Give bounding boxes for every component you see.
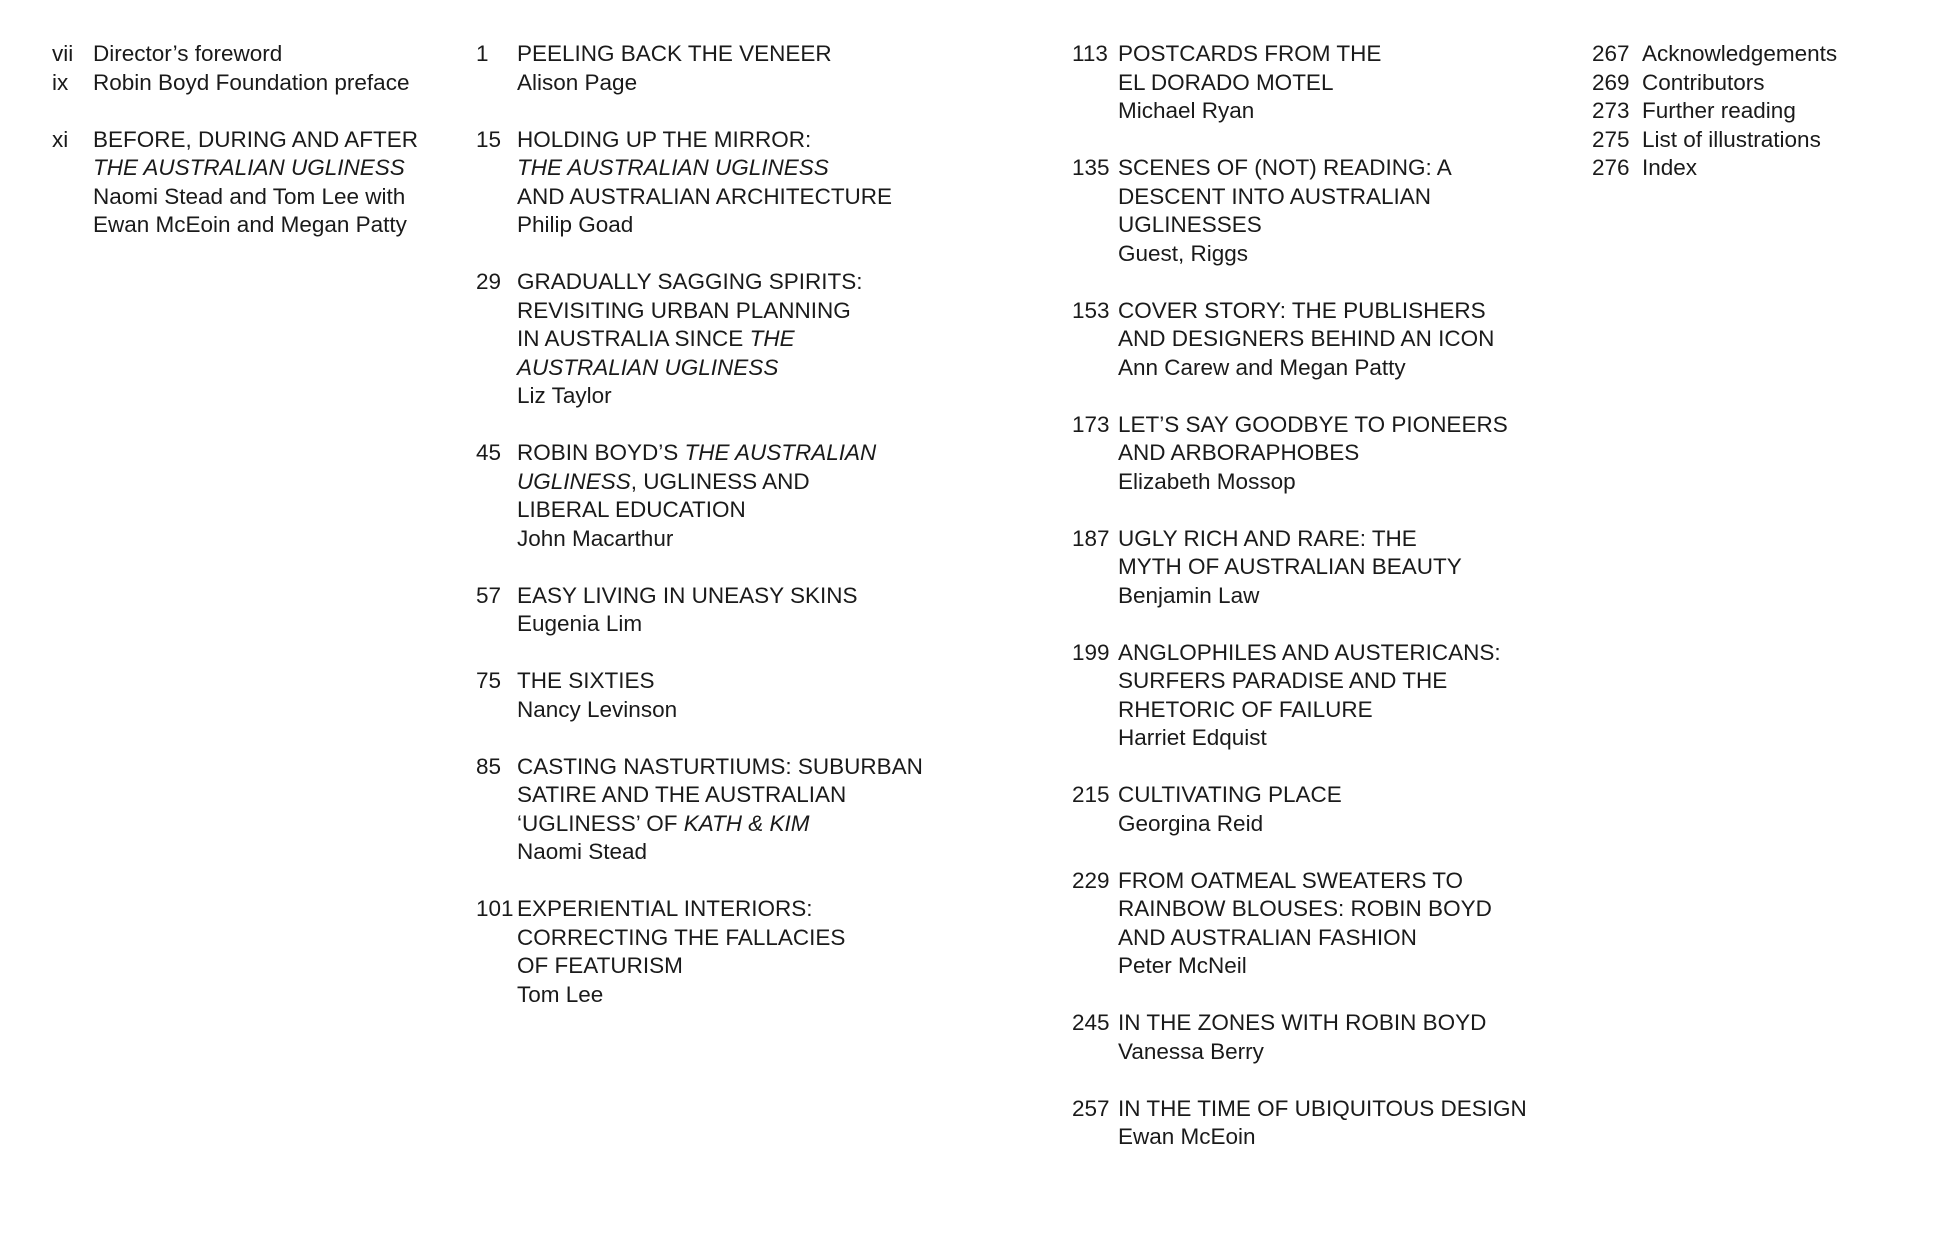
entry-author: Peter McNeil: [1118, 953, 1247, 978]
entry-title-line: CORRECTING THE FALLACIES: [517, 924, 846, 950]
entry-author: Harriet Edquist: [1118, 725, 1267, 750]
toc-entry[interactable]: [1072, 297, 1572, 383]
toc-entry[interactable]: [1072, 639, 1572, 753]
toc-column-back-matter: [1592, 40, 1932, 183]
entry-title-line: RHETORIC OF FAILURE: [1118, 696, 1373, 722]
toc-entry[interactable]: [476, 667, 1036, 724]
entry-title-line: ANGLOPHILES AND AUSTERICANS:: [1118, 639, 1501, 665]
entry-title-line: GRADUALLY SAGGING SPIRITS:: [517, 269, 863, 294]
entry-title-line: AUSTRALIAN UGLINESS: [517, 354, 779, 380]
entry-title-line: CULTIVATING PLACE: [1118, 782, 1342, 807]
toc-column-essays-2: [1072, 40, 1572, 1152]
page-number: 57: [476, 582, 502, 608]
toc-entry[interactable]: [1072, 411, 1572, 497]
page-number: 29: [476, 269, 502, 294]
entry-title-line: MYTH OF AUSTRALIAN BEAUTY: [1118, 554, 1462, 579]
toc-entry[interactable]: [476, 439, 1036, 553]
entry-title-line: EXPERIENTIAL INTERIORS:: [517, 896, 813, 921]
entry-author: Ewan McEoin: [1118, 1124, 1256, 1149]
entry-author: Tom Lee: [517, 981, 604, 1007]
toc-entry[interactable]: [1592, 69, 1932, 98]
entry-title-line: IN THE TIME OF UBIQUITOUS DESIGN: [1118, 1095, 1527, 1121]
toc-entry[interactable]: [1072, 781, 1572, 838]
entry-title-line: AND DESIGNERS BEHIND AN ICON: [1118, 326, 1495, 351]
title-segment: , UGLINESS AND: [630, 468, 810, 494]
page-number: 269: [1592, 69, 1630, 95]
entry-title-line: SURFERS PARADISE AND THE: [1118, 668, 1448, 693]
toc-entry[interactable]: [1072, 525, 1572, 611]
toc-entry[interactable]: [52, 40, 452, 69]
page-number: xi: [52, 126, 69, 152]
page-number: 101: [476, 896, 514, 921]
entry-title-line: [517, 325, 1036, 354]
entry-title-line: AND ARBORAPHOBES: [1118, 440, 1360, 465]
entry-title-line: THE SIXTIES: [517, 668, 655, 693]
entry-title: Director’s foreword: [93, 41, 283, 66]
entry-title-line: COVER STORY: THE PUBLISHERS: [1118, 297, 1486, 323]
entry-author: Nancy Levinson: [517, 696, 678, 722]
entry-title-line: DESCENT INTO AUSTRALIAN: [1118, 183, 1431, 209]
entry-author: Liz Taylor: [517, 383, 612, 408]
page-number: 113: [1072, 41, 1108, 66]
entry-title: Acknowledgements: [1642, 41, 1838, 66]
entry-title-line: POSTCARDS FROM THE: [1118, 41, 1382, 66]
toc-entry[interactable]: [1592, 126, 1932, 155]
entry-title-line: REVISITING URBAN PLANNING: [517, 297, 851, 323]
page-number: 1: [476, 41, 489, 66]
toc-column-essays-1: [476, 40, 1036, 1009]
entry-title-line: BEFORE, DURING AND AFTER: [93, 126, 419, 152]
toc-entry[interactable]: [1592, 40, 1932, 69]
page-number: 45: [476, 440, 502, 465]
title-segment: IN AUSTRALIA SINCE: [517, 326, 750, 351]
page-number: 229: [1072, 867, 1110, 893]
title-segment-italic: UGLINESS: [517, 468, 631, 494]
entry-title-line: IN THE ZONES WITH ROBIN BOYD: [1118, 1010, 1487, 1035]
entry-title-line: [517, 810, 1036, 839]
entry-title-line: [517, 468, 1036, 497]
toc-entry[interactable]: [476, 582, 1036, 639]
entry-title-line: EASY LIVING IN UNEASY SKINS: [517, 582, 858, 608]
title-segment-italic: KATH & KIM: [683, 810, 810, 836]
entry-title-line: HOLDING UP THE MIRROR:: [517, 126, 812, 152]
entry-title-line: FROM OATMEAL SWEATERS TO: [1118, 867, 1464, 893]
entry-title: List of illustrations: [1642, 126, 1821, 152]
toc-entry[interactable]: [1072, 867, 1572, 981]
title-segment: ROBIN BOYD’S: [517, 440, 685, 465]
toc-entry[interactable]: [1592, 154, 1932, 183]
title-segment: ‘UGLINESS’ OF: [517, 810, 684, 836]
entry-title-line: THE AUSTRALIAN UGLINESS: [517, 155, 829, 180]
entry-title: Further reading: [1642, 98, 1796, 123]
entry-title-line: UGLY RICH AND RARE: THE: [1118, 525, 1417, 551]
page-number: 15: [476, 126, 502, 152]
toc-column-front-matter: [52, 40, 452, 240]
entry-title-line: PEELING BACK THE VENEER: [517, 41, 832, 66]
entry-title: Index: [1642, 155, 1698, 180]
entry-title-line: RAINBOW BLOUSES: ROBIN BOYD: [1118, 896, 1492, 921]
title-segment-italic: THE: [749, 326, 795, 351]
page-number: 245: [1072, 1010, 1110, 1035]
entry-title-line: THE AUSTRALIAN UGLINESS: [93, 155, 405, 180]
entry-author: Michael Ryan: [1118, 98, 1255, 123]
toc-entry[interactable]: [476, 268, 1036, 411]
entry-title-line: SATIRE AND THE AUSTRALIAN: [517, 782, 847, 807]
entry-title-line: OF FEATURISM: [517, 953, 683, 978]
entry-author: Guest, Riggs: [1118, 240, 1249, 266]
entry-title-line: LET’S SAY GOODBYE TO PIONEERS: [1118, 411, 1508, 437]
page-number: 199: [1072, 639, 1110, 665]
toc-entry[interactable]: [1072, 40, 1572, 126]
toc-entry[interactable]: [1072, 1009, 1572, 1066]
toc-entry[interactable]: [476, 753, 1036, 867]
toc-entry[interactable]: [476, 40, 1036, 97]
page-number: 257: [1072, 1095, 1110, 1121]
page-number: 267: [1592, 41, 1630, 66]
entry-author: Vanessa Berry: [1118, 1038, 1264, 1064]
entry-author: John Macarthur: [517, 525, 674, 551]
entry-author: Benjamin Law: [1118, 582, 1260, 608]
entry-title-line: EL DORADO MOTEL: [1118, 69, 1334, 95]
toc-entry[interactable]: [1592, 97, 1932, 126]
toc-entry[interactable]: [1072, 154, 1572, 268]
page-number: 273: [1592, 98, 1630, 123]
toc-entry[interactable]: [52, 69, 452, 98]
page-number: 173: [1072, 411, 1110, 437]
entry-author: Philip Goad: [517, 212, 634, 237]
toc-entry[interactable]: [52, 126, 452, 240]
entry-title-line: UGLINESSES: [1118, 212, 1262, 237]
page-number: 75: [476, 668, 502, 693]
entry-title-line: [517, 439, 1036, 468]
entry-author: Georgina Reid: [1118, 810, 1264, 836]
entry-title: Contributors: [1642, 69, 1765, 95]
entry-author: Naomi Stead and Tom Lee with: [93, 183, 406, 209]
page-number: vii: [52, 41, 74, 66]
entry-title-line: AND AUSTRALIAN FASHION: [1118, 924, 1417, 950]
entry-title-line: CASTING NASTURTIUMS: SUBURBAN: [517, 753, 923, 779]
page-number: 153: [1072, 297, 1110, 323]
title-segment-italic: THE AUSTRALIAN: [684, 440, 877, 465]
entry-author: Ewan McEoin and Megan Patty: [93, 212, 407, 237]
entry-title-line: AND AUSTRALIAN ARCHITECTURE: [517, 183, 893, 209]
toc-entry[interactable]: [476, 895, 1036, 1009]
toc-entry[interactable]: [476, 126, 1036, 240]
entry-author: Elizabeth Mossop: [1118, 468, 1296, 494]
page-number: 187: [1072, 525, 1110, 551]
page-number: 135: [1072, 155, 1110, 180]
entry-title: Robin Boyd Foundation preface: [93, 69, 410, 95]
entry-title-line: SCENES OF (NOT) READING: A: [1118, 155, 1452, 180]
page-number: 276: [1592, 155, 1630, 180]
entry-title-line: LIBERAL EDUCATION: [517, 497, 746, 522]
toc-entry[interactable]: [1072, 1095, 1572, 1152]
entry-author: Ann Carew and Megan Patty: [1118, 354, 1406, 380]
page-number: 85: [476, 753, 502, 779]
entry-author: Eugenia Lim: [517, 611, 643, 636]
page-number: 275: [1592, 126, 1630, 152]
entry-author: Alison Page: [517, 69, 638, 95]
page-number: ix: [52, 69, 69, 95]
entry-author: Naomi Stead: [517, 839, 648, 864]
page-number: 215: [1072, 782, 1110, 807]
